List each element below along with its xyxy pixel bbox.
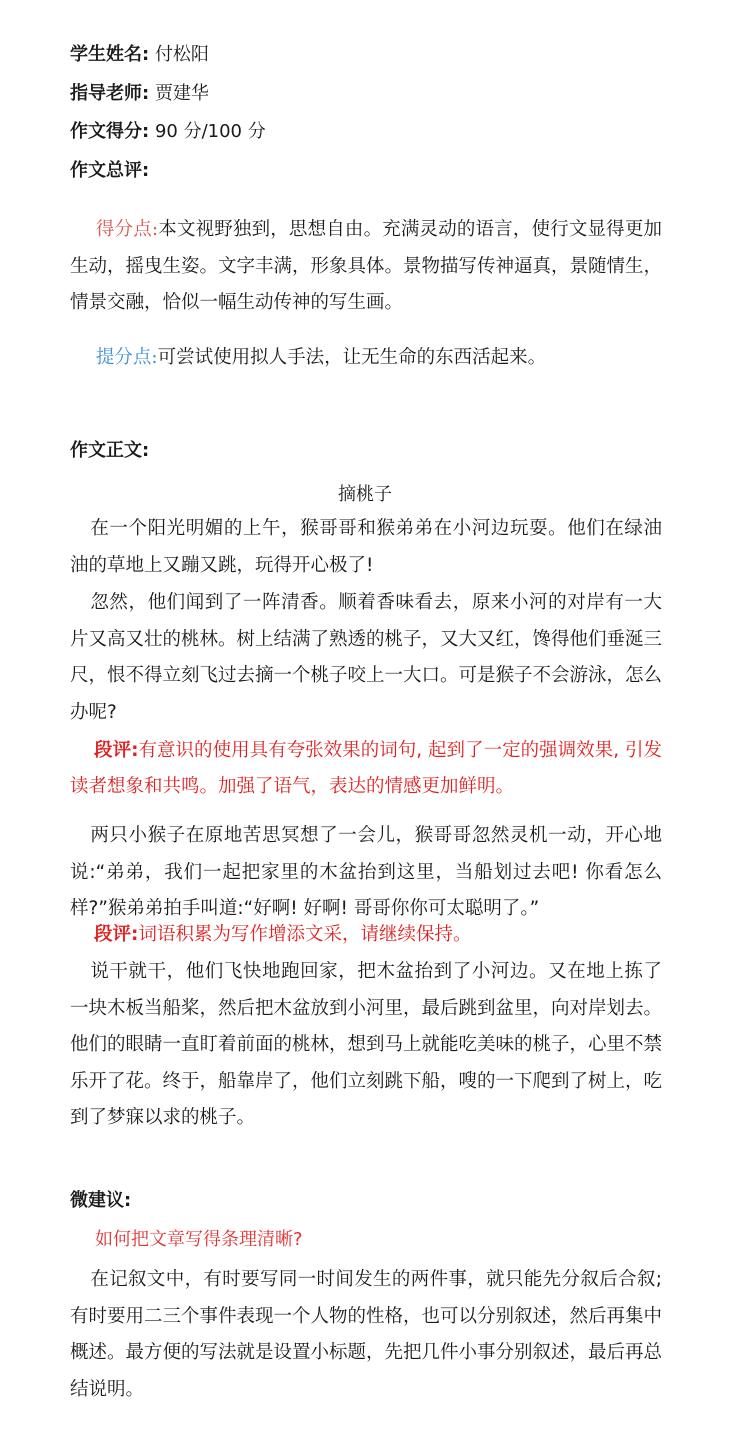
improve-points-text: 可尝试使用拟人手法，让无生命的东西活起来。 (157, 347, 547, 368)
essay-heading: 作文正文: (70, 440, 150, 461)
teacher-label: 指导老师: (70, 83, 150, 104)
suggestion-text: 在记叙文中，有时要写同一时间发生的两件事，就只能先分叙后合叙; 有时要用二三个事件表现一个人物的性格，也可以分别叙述，然后再集中概述。最方便的写法就是设置小标题，先把几件小事分别叙述，最后再总结说明。 (70, 1269, 663, 1400)
suggestion-question: 如何把文章写得条理清晰? (95, 1229, 303, 1250)
essay-paragraph-3: 两只小猴子在原地苦思冥想了一会儿，猴哥哥忽然灵机一动，开心地说:“弟弟，我们一起把家里的木盆抬到这里，当船划过去吧! 你看怎么样?”猴弟弟拍手叫道:“好啊! 好啊! 哥哥你你可太聪明了。” (70, 825, 662, 919)
improve-points-tag: 提分点: (95, 347, 158, 368)
plus-points (70, 212, 662, 322)
paragraph-comment-2-text: 词语积累为写作增添文采，请继续保持。 (138, 924, 472, 945)
review-heading: 作文总评: (70, 160, 150, 181)
student-label: 学生姓名: (70, 44, 150, 65)
teacher-name: 贾建华 (154, 83, 209, 104)
teacher-row (70, 82, 209, 106)
paragraph-comment-1 (70, 733, 662, 805)
score-label: 作文得分: (70, 121, 150, 142)
suggestion-heading: 微建议: (70, 1190, 132, 1211)
score-row (70, 120, 266, 144)
essay-paragraph-2: 忽然，他们闻到了一阵清香。顺着香味看去，原来小河的对岸有一大片又高又壮的桃林。树上结满了熟透的桃子，又大又红，馋得他们垂涎三尺，恨不得立刻飞过去摘一个桃子咬上一大口。可是猴子不会游泳，怎么办呢? (70, 592, 663, 723)
student-row (70, 43, 209, 67)
plus-points-text: 本文视野独到，思想自由。充满灵动的语言，使行文显得更加生动，摇曳生姿。文字丰满，形象具体。景物描写传神逼真，景随情生，情景交融，恰似一幅生动传神的写生画。 (70, 219, 663, 313)
student-name: 付松阳 (154, 44, 209, 65)
paragraph-comment-1-tag: 段评: (94, 740, 139, 761)
plus-points-tag: 得分点: (95, 219, 159, 240)
essay-paragraph-4: 说干就干，他们飞快地跑回家，把木盆抬到了小河边。又在地上拣了一块木板当船桨，然后把木盆放到小河里，最后跳到盆里，向对岸划去。他们的眼睛一直盯着前面的桃林，想到马上就能吃美味的桃子，心里不禁乐开了花。终于，船靠岸了，他们立刻跳下船，嗖的一下爬到了树上，吃到了梦寐以求的桃子。 (70, 961, 663, 1128)
paragraph-comment-2-tag: 段评: (94, 924, 139, 945)
essay-paragraph-1: 在一个阳光明媚的上午，猴哥哥和猴弟弟在小河边玩耍。他们在绿油油的草地上又蹦又跳，玩得开心极了! (70, 518, 662, 576)
paragraph-comment-1-text: 有意识的使用具有夸张效果的词句, 起到了一定的强调效果, 引发读者想象和共鸣。加强了语气，表达的情感更加鲜明。 (70, 740, 662, 797)
improve-points (70, 340, 662, 377)
score-value: 90 分/100 分 (154, 121, 266, 142)
paragraph-comment-2 (70, 917, 662, 953)
essay-title: 摘桃子 (338, 484, 392, 505)
